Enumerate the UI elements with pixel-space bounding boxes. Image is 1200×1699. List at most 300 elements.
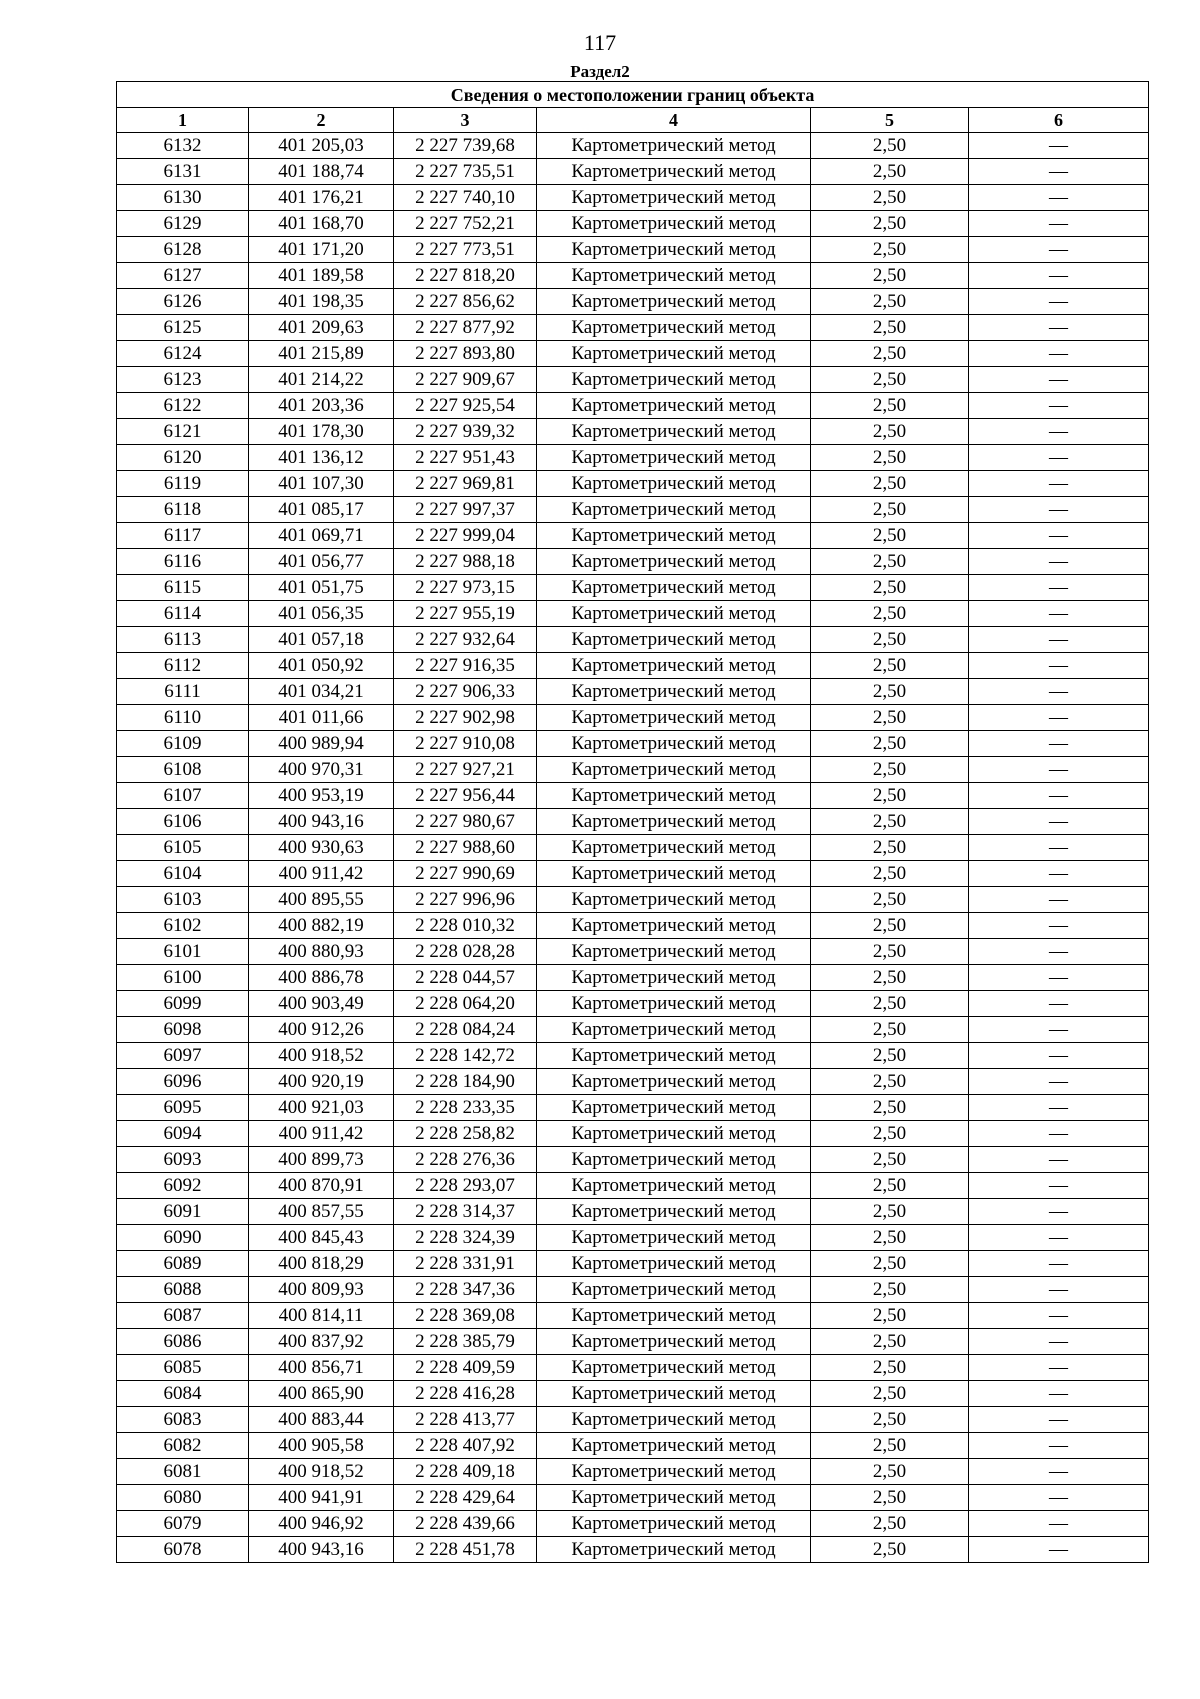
y-coordinate-cell: 2 227 927,21	[394, 757, 537, 783]
method-cell: Картометрический метод	[537, 887, 811, 913]
method-cell: Картометрический метод	[537, 1303, 811, 1329]
x-coordinate-cell: 401 178,30	[249, 419, 394, 445]
note-cell: —	[969, 1511, 1149, 1537]
method-cell: Картометрический метод	[537, 1147, 811, 1173]
x-coordinate-cell: 400 814,11	[249, 1303, 394, 1329]
point-number-cell: 6092	[117, 1173, 249, 1199]
note-cell: —	[969, 991, 1149, 1017]
note-cell: —	[969, 1147, 1149, 1173]
point-number-cell: 6102	[117, 913, 249, 939]
accuracy-cell: 2,50	[811, 835, 969, 861]
note-cell: —	[969, 913, 1149, 939]
table-row	[117, 341, 1149, 367]
note-cell: —	[969, 315, 1149, 341]
y-coordinate-cell: 2 227 735,51	[394, 159, 537, 185]
x-coordinate-cell: 400 970,31	[249, 757, 394, 783]
note-cell: —	[969, 601, 1149, 627]
method-cell: Картометрический метод	[537, 809, 811, 835]
y-coordinate-cell: 2 228 331,91	[394, 1251, 537, 1277]
accuracy-cell: 2,50	[811, 497, 969, 523]
method-cell: Картометрический метод	[537, 601, 811, 627]
method-cell: Картометрический метод	[537, 237, 811, 263]
accuracy-cell: 2,50	[811, 523, 969, 549]
x-coordinate-cell: 401 214,22	[249, 367, 394, 393]
table-row	[117, 1459, 1149, 1485]
x-coordinate-cell: 401 056,77	[249, 549, 394, 575]
point-number-cell: 6089	[117, 1251, 249, 1277]
note-cell: —	[969, 211, 1149, 237]
method-cell: Картометрический метод	[537, 289, 811, 315]
x-coordinate-cell: 400 905,58	[249, 1433, 394, 1459]
table-row	[117, 601, 1149, 627]
x-coordinate-cell: 400 918,52	[249, 1043, 394, 1069]
note-cell: —	[969, 1017, 1149, 1043]
table-row	[117, 939, 1149, 965]
point-number-cell: 6088	[117, 1277, 249, 1303]
accuracy-cell: 2,50	[811, 1121, 969, 1147]
y-coordinate-cell: 2 227 856,62	[394, 289, 537, 315]
note-cell: —	[969, 1355, 1149, 1381]
accuracy-cell: 2,50	[811, 731, 969, 757]
accuracy-cell: 2,50	[811, 159, 969, 185]
table-row	[117, 211, 1149, 237]
x-coordinate-cell: 401 011,66	[249, 705, 394, 731]
table-row	[117, 445, 1149, 471]
accuracy-cell: 2,50	[811, 393, 969, 419]
note-cell: —	[969, 289, 1149, 315]
note-cell: —	[969, 575, 1149, 601]
accuracy-cell: 2,50	[811, 1407, 969, 1433]
y-coordinate-cell: 2 228 276,36	[394, 1147, 537, 1173]
point-number-cell: 6087	[117, 1303, 249, 1329]
accuracy-cell: 2,50	[811, 1459, 969, 1485]
point-number-cell: 6107	[117, 783, 249, 809]
table-row	[117, 1511, 1149, 1537]
point-number-cell: 6091	[117, 1199, 249, 1225]
accuracy-cell: 2,50	[811, 1017, 969, 1043]
method-cell: Картометрический метод	[537, 1043, 811, 1069]
table-row	[117, 991, 1149, 1017]
method-cell: Картометрический метод	[537, 1329, 811, 1355]
x-coordinate-cell: 400 886,78	[249, 965, 394, 991]
y-coordinate-cell: 2 228 184,90	[394, 1069, 537, 1095]
accuracy-cell: 2,50	[811, 1329, 969, 1355]
method-cell: Картометрический метод	[537, 783, 811, 809]
note-cell: —	[969, 965, 1149, 991]
point-number-cell: 6109	[117, 731, 249, 757]
point-number-cell: 6119	[117, 471, 249, 497]
accuracy-cell: 2,50	[811, 653, 969, 679]
y-coordinate-cell: 2 228 064,20	[394, 991, 537, 1017]
point-number-cell: 6095	[117, 1095, 249, 1121]
y-coordinate-cell: 2 227 752,21	[394, 211, 537, 237]
y-coordinate-cell: 2 227 925,54	[394, 393, 537, 419]
x-coordinate-cell: 400 946,92	[249, 1511, 394, 1537]
note-cell: —	[969, 445, 1149, 471]
section-title: Раздел2	[570, 62, 630, 81]
point-number-cell: 6094	[117, 1121, 249, 1147]
x-coordinate-cell: 400 883,44	[249, 1407, 394, 1433]
y-coordinate-cell: 2 228 084,24	[394, 1017, 537, 1043]
x-coordinate-cell: 400 870,91	[249, 1173, 394, 1199]
note-cell: —	[969, 653, 1149, 679]
x-coordinate-cell: 400 920,19	[249, 1069, 394, 1095]
point-number-cell: 6083	[117, 1407, 249, 1433]
table-row	[117, 835, 1149, 861]
point-number-cell: 6098	[117, 1017, 249, 1043]
note-cell: —	[969, 731, 1149, 757]
x-coordinate-cell: 401 215,89	[249, 341, 394, 367]
point-number-cell: 6100	[117, 965, 249, 991]
note-cell: —	[969, 1199, 1149, 1225]
note-cell: —	[969, 705, 1149, 731]
table-row	[117, 783, 1149, 809]
y-coordinate-cell: 2 227 740,10	[394, 185, 537, 211]
table-row	[117, 523, 1149, 549]
y-coordinate-cell: 2 227 999,04	[394, 523, 537, 549]
x-coordinate-cell: 401 057,18	[249, 627, 394, 653]
accuracy-cell: 2,50	[811, 913, 969, 939]
accuracy-cell: 2,50	[811, 237, 969, 263]
y-coordinate-cell: 2 227 969,81	[394, 471, 537, 497]
point-number-cell: 6108	[117, 757, 249, 783]
table-row	[117, 367, 1149, 393]
point-number-cell: 6084	[117, 1381, 249, 1407]
method-cell: Картометрический метод	[537, 1199, 811, 1225]
method-cell: Картометрический метод	[537, 575, 811, 601]
method-cell: Картометрический метод	[537, 419, 811, 445]
table-row	[117, 133, 1149, 159]
x-coordinate-cell: 400 912,26	[249, 1017, 394, 1043]
point-number-cell: 6123	[117, 367, 249, 393]
point-number-cell: 6116	[117, 549, 249, 575]
x-coordinate-cell: 401 107,30	[249, 471, 394, 497]
accuracy-cell: 2,50	[811, 445, 969, 471]
accuracy-cell: 2,50	[811, 887, 969, 913]
method-cell: Картометрический метод	[537, 1017, 811, 1043]
accuracy-cell: 2,50	[811, 1537, 969, 1563]
accuracy-cell: 2,50	[811, 757, 969, 783]
x-coordinate-cell: 401 050,92	[249, 653, 394, 679]
x-coordinate-cell: 400 930,63	[249, 835, 394, 861]
y-coordinate-cell: 2 227 739,68	[394, 133, 537, 159]
accuracy-cell: 2,50	[811, 1043, 969, 1069]
accuracy-cell: 2,50	[811, 991, 969, 1017]
accuracy-cell: 2,50	[811, 679, 969, 705]
page-number: 117	[583, 30, 617, 55]
column-header-row	[117, 108, 1149, 133]
table-row	[117, 1355, 1149, 1381]
accuracy-cell: 2,50	[811, 1199, 969, 1225]
table-row	[117, 1069, 1149, 1095]
table-row	[117, 289, 1149, 315]
x-coordinate-cell: 400 880,93	[249, 939, 394, 965]
accuracy-cell: 2,50	[811, 783, 969, 809]
accuracy-cell: 2,50	[811, 1511, 969, 1537]
method-cell: Картометрический метод	[537, 1407, 811, 1433]
note-cell: —	[969, 1225, 1149, 1251]
y-coordinate-cell: 2 227 951,43	[394, 445, 537, 471]
note-cell: —	[969, 263, 1149, 289]
table-row	[117, 965, 1149, 991]
x-coordinate-cell: 400 865,90	[249, 1381, 394, 1407]
note-cell: —	[969, 1277, 1149, 1303]
point-number-cell: 6114	[117, 601, 249, 627]
note-cell: —	[969, 679, 1149, 705]
method-cell: Картометрический метод	[537, 1095, 811, 1121]
method-cell: Картометрический метод	[537, 1069, 811, 1095]
point-number-cell: 6093	[117, 1147, 249, 1173]
table-row	[117, 263, 1149, 289]
note-cell: —	[969, 1433, 1149, 1459]
accuracy-cell: 2,50	[811, 341, 969, 367]
table-row	[117, 1121, 1149, 1147]
point-number-cell: 6130	[117, 185, 249, 211]
method-cell: Картометрический метод	[537, 757, 811, 783]
accuracy-cell: 2,50	[811, 1381, 969, 1407]
note-cell: —	[969, 835, 1149, 861]
point-number-cell: 6128	[117, 237, 249, 263]
accuracy-cell: 2,50	[811, 705, 969, 731]
point-number-cell: 6125	[117, 315, 249, 341]
y-coordinate-cell: 2 227 910,08	[394, 731, 537, 757]
method-cell: Картометрический метод	[537, 315, 811, 341]
table-row	[117, 237, 1149, 263]
x-coordinate-cell: 401 189,58	[249, 263, 394, 289]
accuracy-cell: 2,50	[811, 1173, 969, 1199]
table-row	[117, 315, 1149, 341]
table-row	[117, 1251, 1149, 1277]
table-row	[117, 913, 1149, 939]
y-coordinate-cell: 2 227 893,80	[394, 341, 537, 367]
accuracy-cell: 2,50	[811, 861, 969, 887]
method-cell: Картометрический метод	[537, 523, 811, 549]
point-number-cell: 6120	[117, 445, 249, 471]
note-cell: —	[969, 133, 1149, 159]
point-number-cell: 6085	[117, 1355, 249, 1381]
table-row	[117, 757, 1149, 783]
y-coordinate-cell: 2 227 818,20	[394, 263, 537, 289]
point-number-cell: 6105	[117, 835, 249, 861]
x-coordinate-cell: 400 856,71	[249, 1355, 394, 1381]
column-header: 6	[969, 108, 1149, 133]
table-row	[117, 1225, 1149, 1251]
note-cell: —	[969, 1069, 1149, 1095]
note-cell: —	[969, 757, 1149, 783]
method-cell: Картометрический метод	[537, 627, 811, 653]
accuracy-cell: 2,50	[811, 1485, 969, 1511]
accuracy-cell: 2,50	[811, 575, 969, 601]
x-coordinate-cell: 401 069,71	[249, 523, 394, 549]
method-cell: Картометрический метод	[537, 1225, 811, 1251]
method-cell: Картометрический метод	[537, 1485, 811, 1511]
accuracy-cell: 2,50	[811, 1069, 969, 1095]
x-coordinate-cell: 400 857,55	[249, 1199, 394, 1225]
y-coordinate-cell: 2 227 916,35	[394, 653, 537, 679]
table-row	[117, 1199, 1149, 1225]
table-row	[117, 419, 1149, 445]
x-coordinate-cell: 400 899,73	[249, 1147, 394, 1173]
note-cell: —	[969, 1303, 1149, 1329]
point-number-cell: 6115	[117, 575, 249, 601]
x-coordinate-cell: 401 051,75	[249, 575, 394, 601]
x-coordinate-cell: 400 953,19	[249, 783, 394, 809]
column-header: 3	[394, 108, 537, 133]
note-cell: —	[969, 549, 1149, 575]
method-cell: Картометрический метод	[537, 445, 811, 471]
y-coordinate-cell: 2 227 902,98	[394, 705, 537, 731]
note-cell: —	[969, 939, 1149, 965]
note-cell: —	[969, 523, 1149, 549]
x-coordinate-cell: 400 918,52	[249, 1459, 394, 1485]
table-row	[117, 1173, 1149, 1199]
accuracy-cell: 2,50	[811, 289, 969, 315]
x-coordinate-cell: 401 085,17	[249, 497, 394, 523]
table-row	[117, 1147, 1149, 1173]
table-row	[117, 1407, 1149, 1433]
y-coordinate-cell: 2 228 409,59	[394, 1355, 537, 1381]
y-coordinate-cell: 2 227 980,67	[394, 809, 537, 835]
note-cell: —	[969, 1381, 1149, 1407]
note-cell: —	[969, 1537, 1149, 1563]
x-coordinate-cell: 401 203,36	[249, 393, 394, 419]
y-coordinate-cell: 2 228 413,77	[394, 1407, 537, 1433]
y-coordinate-cell: 2 228 142,72	[394, 1043, 537, 1069]
table-row	[117, 653, 1149, 679]
method-cell: Картометрический метод	[537, 497, 811, 523]
x-coordinate-cell: 401 176,21	[249, 185, 394, 211]
point-number-cell: 6097	[117, 1043, 249, 1069]
point-number-cell: 6086	[117, 1329, 249, 1355]
note-cell: —	[969, 237, 1149, 263]
y-coordinate-cell: 2 228 010,32	[394, 913, 537, 939]
point-number-cell: 6132	[117, 133, 249, 159]
method-cell: Картометрический метод	[537, 185, 811, 211]
table-row	[117, 887, 1149, 913]
point-number-cell: 6131	[117, 159, 249, 185]
accuracy-cell: 2,50	[811, 809, 969, 835]
note-cell: —	[969, 185, 1149, 211]
note-cell: —	[969, 419, 1149, 445]
accuracy-cell: 2,50	[811, 1095, 969, 1121]
column-header: 5	[811, 108, 969, 133]
method-cell: Картометрический метод	[537, 991, 811, 1017]
note-cell: —	[969, 1407, 1149, 1433]
y-coordinate-cell: 2 227 988,18	[394, 549, 537, 575]
method-cell: Картометрический метод	[537, 835, 811, 861]
method-cell: Картометрический метод	[537, 549, 811, 575]
method-cell: Картометрический метод	[537, 653, 811, 679]
table-row	[117, 705, 1149, 731]
table-row	[117, 809, 1149, 835]
accuracy-cell: 2,50	[811, 965, 969, 991]
y-coordinate-cell: 2 228 233,35	[394, 1095, 537, 1121]
point-number-cell: 6096	[117, 1069, 249, 1095]
note-cell: —	[969, 1173, 1149, 1199]
note-cell: —	[969, 1095, 1149, 1121]
method-cell: Картометрический метод	[537, 159, 811, 185]
y-coordinate-cell: 2 227 909,67	[394, 367, 537, 393]
x-coordinate-cell: 401 136,12	[249, 445, 394, 471]
x-coordinate-cell: 400 818,29	[249, 1251, 394, 1277]
note-cell: —	[969, 783, 1149, 809]
note-cell: —	[969, 1121, 1149, 1147]
method-cell: Картометрический метод	[537, 1433, 811, 1459]
table-row	[117, 1043, 1149, 1069]
accuracy-cell: 2,50	[811, 211, 969, 237]
y-coordinate-cell: 2 227 773,51	[394, 237, 537, 263]
accuracy-cell: 2,50	[811, 1225, 969, 1251]
point-number-cell: 6079	[117, 1511, 249, 1537]
method-cell: Картометрический метод	[537, 1121, 811, 1147]
note-cell: —	[969, 809, 1149, 835]
x-coordinate-cell: 401 056,35	[249, 601, 394, 627]
table-row	[117, 549, 1149, 575]
point-number-cell: 6118	[117, 497, 249, 523]
point-number-cell: 6082	[117, 1433, 249, 1459]
point-number-cell: 6121	[117, 419, 249, 445]
y-coordinate-cell: 2 227 990,69	[394, 861, 537, 887]
method-cell: Картометрический метод	[537, 731, 811, 757]
table-row	[117, 575, 1149, 601]
x-coordinate-cell: 401 168,70	[249, 211, 394, 237]
table-row	[117, 1433, 1149, 1459]
y-coordinate-cell: 2 228 314,37	[394, 1199, 537, 1225]
method-cell: Картометрический метод	[537, 1381, 811, 1407]
method-cell: Картометрический метод	[537, 1251, 811, 1277]
note-cell: —	[969, 887, 1149, 913]
method-cell: Картометрический метод	[537, 1277, 811, 1303]
point-number-cell: 6081	[117, 1459, 249, 1485]
note-cell: —	[969, 1043, 1149, 1069]
y-coordinate-cell: 2 227 997,37	[394, 497, 537, 523]
accuracy-cell: 2,50	[811, 627, 969, 653]
column-header: 2	[249, 108, 394, 133]
x-coordinate-cell: 401 205,03	[249, 133, 394, 159]
note-cell: —	[969, 471, 1149, 497]
point-number-cell: 6101	[117, 939, 249, 965]
x-coordinate-cell: 400 895,55	[249, 887, 394, 913]
y-coordinate-cell: 2 228 409,18	[394, 1459, 537, 1485]
point-number-cell: 6099	[117, 991, 249, 1017]
point-number-cell: 6117	[117, 523, 249, 549]
x-coordinate-cell: 401 034,21	[249, 679, 394, 705]
accuracy-cell: 2,50	[811, 133, 969, 159]
method-cell: Картометрический метод	[537, 705, 811, 731]
table-body	[117, 133, 1149, 1563]
point-number-cell: 6106	[117, 809, 249, 835]
table-row	[117, 731, 1149, 757]
x-coordinate-cell: 400 911,42	[249, 1121, 394, 1147]
note-cell: —	[969, 341, 1149, 367]
y-coordinate-cell: 2 227 973,15	[394, 575, 537, 601]
y-coordinate-cell: 2 228 324,39	[394, 1225, 537, 1251]
y-coordinate-cell: 2 227 956,44	[394, 783, 537, 809]
note-cell: —	[969, 497, 1149, 523]
method-cell: Картометрический метод	[537, 341, 811, 367]
note-cell: —	[969, 1329, 1149, 1355]
note-cell: —	[969, 1459, 1149, 1485]
table-row	[117, 1095, 1149, 1121]
table-row	[117, 1485, 1149, 1511]
accuracy-cell: 2,50	[811, 939, 969, 965]
accuracy-cell: 2,50	[811, 601, 969, 627]
x-coordinate-cell: 400 989,94	[249, 731, 394, 757]
table-row	[117, 185, 1149, 211]
x-coordinate-cell: 400 845,43	[249, 1225, 394, 1251]
boundary-coordinates-table	[116, 81, 1149, 1563]
method-cell: Картометрический метод	[537, 1355, 811, 1381]
